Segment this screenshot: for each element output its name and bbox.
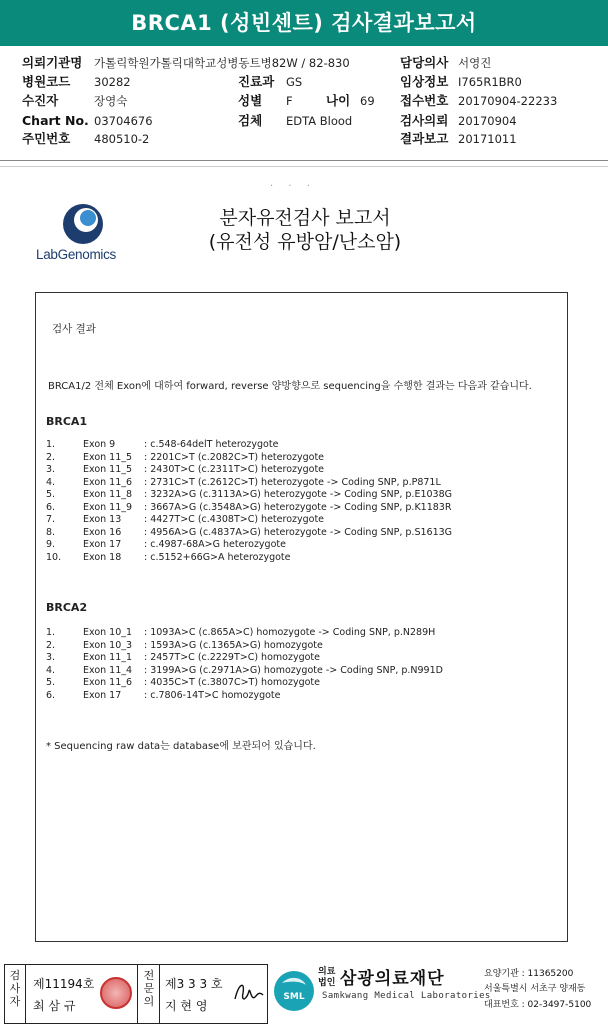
variant-number: 6. xyxy=(46,689,56,701)
org-phone: 대표번호 : 02-3497-5100 xyxy=(484,1000,592,1010)
variant-number: 1. xyxy=(46,439,56,450)
variant-exon: Exon 11_4 xyxy=(83,664,133,676)
info-row-1 xyxy=(0,54,608,72)
variant-exon: Exon 11_9 xyxy=(83,501,133,513)
institution-label: 의뢰기관명 xyxy=(22,55,83,70)
variant-number: 3. xyxy=(46,464,56,475)
clinical-label: 임상정보 xyxy=(400,74,449,89)
info-separator-light xyxy=(0,166,608,167)
variant-result: : 4956A>G (c.4837A>G) heterozygote -> Coding SNP, p.S1613G xyxy=(144,526,453,538)
request-label: 검사의뢰 xyxy=(400,113,449,128)
report-date-label: 결과보고 xyxy=(400,131,449,146)
receipt-label: 접수번호 xyxy=(400,93,449,108)
variant-exon: Exon 11_5 xyxy=(83,464,133,475)
specialist-divider-left xyxy=(137,965,138,1023)
report-title-bar xyxy=(0,0,608,46)
sex-label: 성별 xyxy=(238,93,263,108)
variant-number: 2. xyxy=(46,451,56,463)
specialist-number: 제3 3 3 호 xyxy=(165,977,223,991)
specimen-label: 검체 xyxy=(238,113,263,128)
org-name: 삼광의료재단 xyxy=(340,969,445,989)
variant-result: : c.5152+66G>A heterozygote xyxy=(144,551,291,563)
specialist-signature-icon xyxy=(231,977,267,1009)
specialist-divider xyxy=(159,965,160,1023)
result-intro: BRCA1/2 전체 Exon에 대하여 forward, reverse 양방향으로 sequencing을 수행한 결과는 다음과 같습니다. xyxy=(48,381,532,392)
sex-value: F xyxy=(286,94,293,108)
variant-number: 5. xyxy=(46,489,56,500)
variant-number: 4. xyxy=(46,476,56,488)
variant-number: 4. xyxy=(46,664,56,676)
labgenomics-logo-text: LabGenomics xyxy=(36,247,116,262)
brca1-heading: BRCA1 xyxy=(46,415,88,428)
variant-exon: Exon 13 xyxy=(83,514,122,525)
document-title-line1: 분자유전검사 보고서 xyxy=(219,207,391,229)
specialist-vertical-label: 전문의 xyxy=(143,969,155,1008)
variant-result: : 2201C>T (c.2082C>T) heterozygote xyxy=(144,451,325,463)
variant-result: : 2457T>C (c.2229T>C) homozygote xyxy=(144,652,320,663)
examiner-number: 제11194호 xyxy=(33,977,95,991)
variant-number: 3. xyxy=(46,652,56,663)
dept-label: 진료과 xyxy=(238,74,275,89)
variant-result: : c.7806-14T>C homozygote xyxy=(144,689,281,701)
variant-exon: Exon 11_8 xyxy=(83,489,133,500)
variant-result: : 2731C>T (c.2612C>T) heterozygote -> Coding SNP, p.P871L xyxy=(144,476,441,488)
variant-exon: Exon 11_5 xyxy=(83,451,133,463)
age-label: 나이 xyxy=(326,93,351,108)
footer xyxy=(0,961,608,1029)
variant-number: 9. xyxy=(46,539,56,550)
hospital-code-value: 30282 xyxy=(94,75,131,89)
request-value: 20170904 xyxy=(458,114,517,128)
dept-value: GS xyxy=(286,75,303,89)
age-value: 69 xyxy=(360,94,375,108)
variant-exon: Exon 10_3 xyxy=(83,639,133,651)
report-title: BRCA1 (성빈센트) 검사결과보고서 xyxy=(131,11,477,35)
brca2-heading: BRCA2 xyxy=(46,601,88,614)
org-address: 서울특별시 서초구 양재동 xyxy=(484,984,586,994)
variant-result: : 3232A>G (c.3113A>G) heterozygote -> Coding SNP, p.E1038G xyxy=(144,489,452,500)
variant-number: 6. xyxy=(46,501,56,513)
variant-exon: Exon 11_6 xyxy=(83,677,133,688)
rrn-label: 주민번호 xyxy=(22,131,71,146)
variant-number: 10. xyxy=(46,551,62,563)
variant-result: : c.4987-68A>G heterozygote xyxy=(144,539,286,550)
examinee-label: 수진자 xyxy=(22,93,59,108)
result-section-label: 검사 결과 xyxy=(52,323,96,335)
org-type-label: 의료 법인 xyxy=(318,967,336,988)
examiner-seal xyxy=(100,977,132,1009)
variant-exon: Exon 11_6 xyxy=(83,476,133,488)
info-row-5 xyxy=(0,130,608,148)
variant-exon: Exon 18 xyxy=(83,551,122,563)
labgenomics-logo-icon xyxy=(62,203,104,245)
labgenomics-logo xyxy=(36,203,140,267)
institution-value: 가톨릭학원가톨릭대학교성병동트병82W / 82-830 xyxy=(94,56,350,70)
variant-number: 8. xyxy=(46,526,56,538)
scan-artifact: . . . xyxy=(270,178,316,189)
result-box xyxy=(35,292,568,942)
examiner-name: 최 삼 규 xyxy=(33,999,76,1013)
hospital-code-label: 병원코드 xyxy=(22,74,71,89)
examiner-divider xyxy=(25,965,26,1023)
variant-number: 1. xyxy=(46,627,56,638)
sml-logo-icon xyxy=(272,969,316,1013)
variant-exon: Exon 16 xyxy=(83,526,122,538)
variant-number: 7. xyxy=(46,514,56,525)
patient-info xyxy=(0,50,608,162)
sml-badge-text: SML xyxy=(283,992,305,1002)
variant-result: : 2430T>C (c.2311T>C) heterozygote xyxy=(144,464,325,475)
info-row-4 xyxy=(0,112,608,130)
report-date-value: 20171011 xyxy=(458,132,517,146)
variant-result: : c.548-64delT heterozygote xyxy=(144,439,279,450)
clinical-value: I765R1BR0 xyxy=(458,75,522,89)
variant-exon: Exon 10_1 xyxy=(83,627,133,638)
chart-value: 03704676 xyxy=(94,114,153,128)
org-code: 요양기관 : 11365200 xyxy=(484,969,574,979)
rrn-value: 480510-2 xyxy=(94,132,150,146)
info-separator xyxy=(0,160,608,161)
info-row-3 xyxy=(0,92,608,110)
variant-number: 2. xyxy=(46,639,56,651)
variant-result: : 3199A>G (c.2971A>G) homozygote -> Coding SNP, p.N991D xyxy=(144,664,443,676)
variant-result: : 3667A>G (c.3548A>G) heterozygote -> Coding SNP, p.K1183R xyxy=(144,501,452,513)
specialist-name: 지 현 영 xyxy=(165,999,208,1013)
variant-result: : 1593A>G (c.1365A>G) homozygote xyxy=(144,639,323,651)
variant-result: : 4427T>C (c.4308T>C) heterozygote xyxy=(144,514,325,525)
doctor-value: 서영진 xyxy=(458,56,492,70)
examinee-value: 장영숙 xyxy=(94,94,128,108)
variant-exon: Exon 9 xyxy=(83,439,116,450)
receipt-value: 20170904-22233 xyxy=(458,94,558,108)
variant-result: : 1093A>C (c.865A>C) homozygote -> Coding SNP, p.N289H xyxy=(144,627,436,638)
variant-number: 5. xyxy=(46,677,56,688)
signature-box xyxy=(4,964,268,1024)
raw-data-note: * Sequencing raw data는 database에 보관되어 있습니다. xyxy=(46,741,316,752)
org-english-name: Samkwang Medical Laboratories xyxy=(322,991,491,1001)
variant-exon: Exon 11_1 xyxy=(83,652,133,663)
chart-label: Chart No. xyxy=(22,113,89,128)
doctor-label: 담당의사 xyxy=(400,55,449,70)
specimen-value: EDTA Blood xyxy=(286,114,353,128)
document-title xyxy=(160,206,450,254)
variant-result: : 4035C>T (c.3807C>T) homozygote xyxy=(144,677,320,688)
info-row-2 xyxy=(0,73,608,91)
variant-exon: Exon 17 xyxy=(83,539,122,550)
examiner-vertical-label: 검사자 xyxy=(9,969,21,1008)
variant-exon: Exon 17 xyxy=(83,689,122,701)
document-title-line2: (유전성 유방암/난소암) xyxy=(208,231,402,253)
